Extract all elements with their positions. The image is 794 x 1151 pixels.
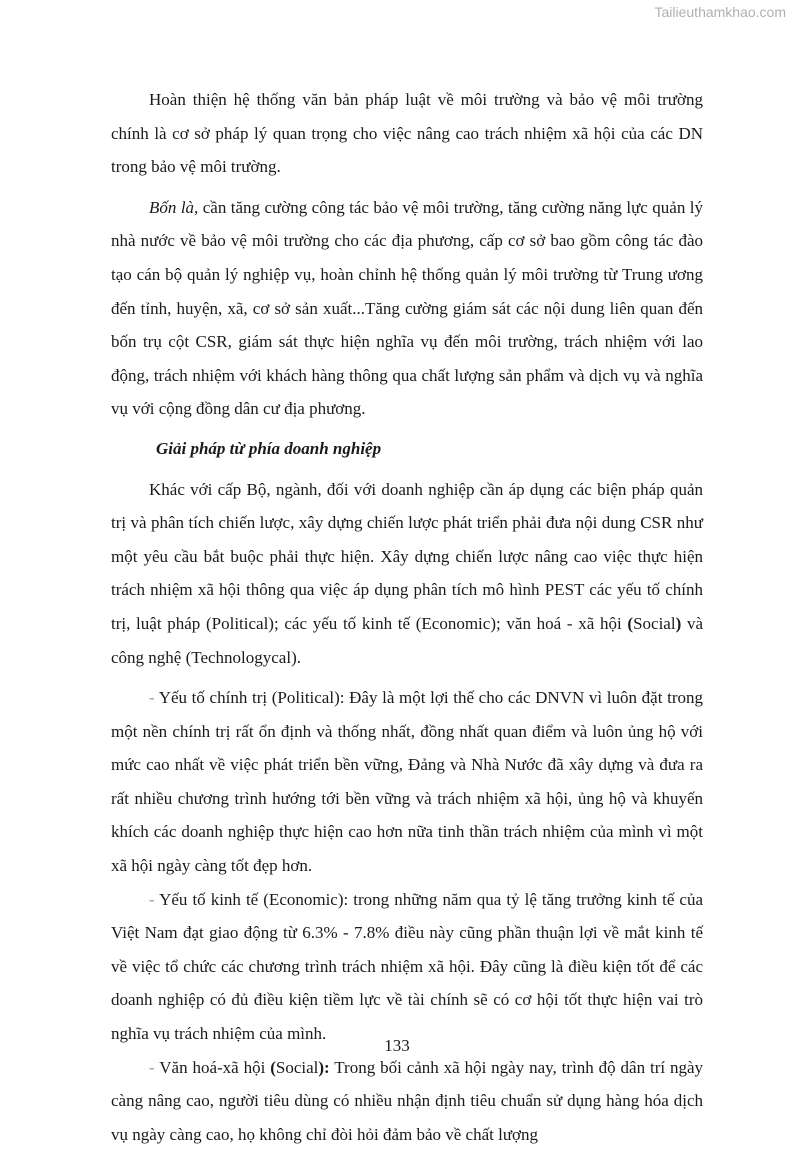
- paragraph-pest: [111, 473, 703, 675]
- paragraph-social-paren-open: (: [270, 1057, 276, 1077]
- paragraph-fourth-lead: Bốn là,: [149, 197, 199, 217]
- paragraph-pest-a: Khác với cấp Bộ, ngành, đối với doanh nghiệp cần áp dụng các biện pháp quản trị và phân tích chiến lược, xây dựng chiến lược phát triển phải đưa nội dung CSR như một yêu cầu bắt buộc phải thực hiện. Xây dựng chiến lược nâng cao việc thực hiện trách nhiệm xã hội thông qua việc áp dụng phân tích mô hình PEST các yếu tố chính trị, luật pháp (Political); các yếu tố kinh tế (Economic); văn hoá - xã hội: [111, 479, 703, 633]
- bullet-dash: -: [149, 688, 155, 708]
- paragraph-social-c: Trong bối cảnh xã hội ngày nay, trình độ dân trí ngày càng nâng cao, người tiêu dùng có nhiều nhận định tiêu chuẩn sử dụng hàng hóa dịch vụ ngày càng cao, họ không chỉ đòi hỏi đảm bảo về chất lượng: [111, 1057, 703, 1144]
- paragraph-fourth-body: cần tăng cường công tác bảo vệ môi trường, tăng cường năng lực quản lý nhà nước về bảo vệ môi trường cho các địa phương, cấp cơ sở bao gồm công tác đào tạo cán bộ quản lý nghiệp vụ, hoàn chỉnh hệ thống quản lý môi trường từ Trung ương đến tỉnh, huyện, xã, cơ sở sản xuất...Tăng cường giám sát các nội dung liên quan đến bốn trụ cột CSR, giám sát thực hiện nghĩa vụ đến môi trường, trách nhiệm với lao động, trách nhiệm với khách hàng thông qua chất lượng sản phẩm và dịch vụ và nghĩa vụ với cộng đồng dân cư địa phương.: [111, 197, 703, 419]
- paragraph-pest-social: Social: [633, 613, 676, 633]
- section-heading: Giải pháp từ phía doanh nghiệp: [156, 438, 382, 458]
- watermark: Tailieuthamkhao.com: [654, 4, 786, 20]
- paragraph-pest-paren-close: ): [675, 613, 682, 633]
- paragraph-fourth: [111, 191, 703, 426]
- page-body: [111, 83, 703, 1151]
- paragraph-political: [111, 681, 703, 883]
- paragraph-economic-text: Yếu tố kinh tế (Economic): trong những năm qua tỷ lệ tăng trưởng kinh tế của Việt Nam đạt giao động từ 6.3% - 7.8% điều này cũng phần thuận lợi về mắt kinh tế về việc tổ chức các chương trình trách nhiệm xã hội. Đây cũng là điều kiện tốt để các doanh nghiệp có đủ điều kiện tiềm lực về tài chính sẽ có cơ hội tốt thực hiện vai trò nghĩa vụ trách nhiệm của mình.: [111, 889, 703, 1044]
- paragraph-social-paren-close: ):: [318, 1057, 330, 1077]
- paragraph-social: [111, 1051, 703, 1151]
- paragraph-social-a: Văn hoá-xã hội: [154, 1057, 271, 1077]
- paragraph-legal-system: Hoàn thiện hệ thống văn bản pháp luật về môi trường và bảo vệ môi trường chính là cơ sở pháp lý quan trọng cho việc nâng cao trách nhiệm xã hội của các DN trong bảo vệ môi trường.: [111, 90, 703, 177]
- paragraph-pest-paren-open: (: [627, 613, 634, 633]
- paragraph-pest-c: và công nghệ (Technologycal).: [111, 613, 703, 667]
- paragraph-economic: [111, 883, 703, 1051]
- paragraph-political-text: Yếu tố chính trị (Political): Đây là một lợi thế cho các DNVN vì luôn đặt trong một nền chính trị rất ổn định và thống nhất, đồng nhất quan điểm và luôn ủng hộ với mức cao nhất về việc phát triển bền vững, Đảng và Nhà Nước đã xây dựng và đưa ra rất nhiều chương trình hướng tới bền vững và trách nhiệm xã hội, ủng hộ và khuyến khích các doanh nghiệp thực hiện cao hơn nữa tinh thần trách nhiệm của mình vì một xã hội ngày càng tốt đẹp hơn.: [111, 688, 703, 876]
- bullet-dash: -: [149, 1057, 155, 1077]
- paragraph-social-label: Social: [275, 1057, 319, 1077]
- page-number: 133: [384, 1036, 410, 1055]
- bullet-dash: -: [149, 889, 155, 909]
